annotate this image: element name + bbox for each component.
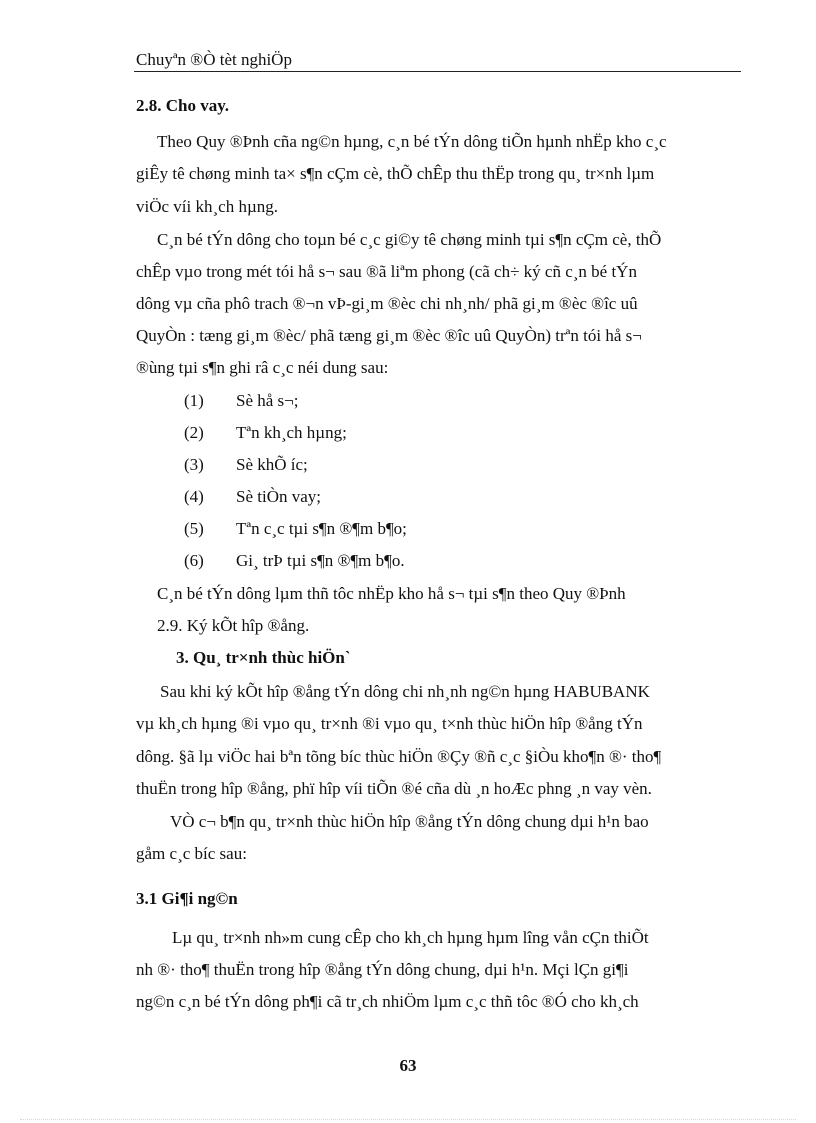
paragraph-3: C¸n bé tÝn dông lµm thñ tôc nhËp kho hå s¬ tµi s¶n theo Quy ®Þnh [157, 584, 626, 603]
running-header: Chuyªn ®Ò tèt nghiÖp [136, 50, 292, 69]
list-item [184, 519, 407, 539]
list-number: (4) [184, 487, 204, 506]
paragraph-2-line-3: dông vµ cña phô trach ®¬n vÞ-gi¸m ®èc chi nh¸nh/ phã gi¸m ®èc ®îc uû [136, 294, 638, 313]
paragraph-1-line-1 [157, 132, 739, 152]
list-text: Gi¸ trÞ tµi s¶n ®¶m b¶o. [236, 551, 405, 570]
list-item [184, 391, 298, 411]
paragraph-5-line-4: thuËn trong hîp ®ång, phï hîp víi tiÕn ®é cña dù ¸n hoÆc phng ¸n vay vèn. [136, 779, 652, 798]
list-number: (2) [184, 423, 204, 442]
paragraph-6-line-1: VÒ c¬ b¶n qu¸ tr×nh thùc hiÖn hîp ®ång tÝn dông chung dµi h¹n bao [170, 812, 649, 831]
list-number: (1) [184, 391, 204, 410]
paragraph-2-line-5: ®ùng tµi s¶n ghi râ c¸c néi dung sau: [136, 358, 389, 377]
list-number: (6) [184, 551, 204, 570]
section-heading-3-1: 3.1 Gi¶i ng©n [136, 889, 238, 908]
paragraph-1-line-3: viÖc víi kh¸ch hµng. [136, 197, 278, 216]
list-item [184, 487, 321, 507]
text-line: Theo Quy ®Þnh cña ng©n hµng, c¸n bé tÝn dông tiÕn hµnh nhËp kho c¸c [157, 132, 667, 151]
header-rule [134, 71, 741, 72]
list-text: Sè tiÒn vay; [236, 487, 321, 506]
list-number: (5) [184, 519, 204, 538]
paragraph-2-line-4: QuyÒn : tæng gi¸m ®èc/ phã tæng gi¸m ®èc ®îc uû QuyÒn) trªn tói hå s¬ [136, 326, 642, 345]
section-heading-3: 3. Qu¸ tr×nh thùc hiÖn` [176, 648, 351, 667]
paragraph-7-line-2: nh ®· tho¶ thuËn trong hîp ®ång tÝn dông chung, dµi h¹n. Mçi lÇn gi¶i [136, 960, 629, 979]
list-text: Tªn c¸c tµi s¶n ®¶m b¶o; [236, 519, 407, 538]
list-item [184, 551, 405, 571]
page-bottom-divider [20, 1119, 796, 1120]
paragraph-5-line-2: vµ kh¸ch hµng ®i vµo qu¸ tr×nh ®i vµo qu¸ t×nh thùc hiÖn hîp ®ång tÝn [136, 714, 643, 733]
section-heading-2-8: 2.8. Cho vay. [136, 96, 230, 115]
paragraph-6-line-2: gåm c¸c bíc sau: [136, 844, 247, 863]
list-text: Sè khÕ íc; [236, 455, 308, 474]
list-text: Tªn kh¸ch hµng; [236, 423, 347, 442]
paragraph-1-line-2: giÊy tê chøng minh ta× s¶n cÇm cè, thÕ chÊp thu thËp trong qu¸ tr×nh lµm [136, 164, 655, 183]
paragraph-7-line-1: Lµ qu¸ tr×nh nh»m cung cÊp cho kh¸ch hµng hµm lîng vån cÇn thiÕt [172, 928, 649, 947]
paragraph-4: 2.9. Ký kÕt hîp ®ång. [157, 616, 310, 635]
paragraph-5-line-1: Sau khi ký kÕt hîp ®ång tÝn dông chi nh¸nh ng©n hµng HABUBANK [160, 682, 650, 701]
list-item [184, 455, 308, 475]
list-number: (3) [184, 455, 204, 474]
list-item [184, 423, 347, 443]
paragraph-5-line-3: dông. §ã lµ viÖc hai bªn tõng bíc thùc hiÖn ®Çy ®ñ c¸c §iÒu kho¶n ®· tho¶ [136, 747, 662, 766]
paragraph-2-line-1: C¸n bé tÝn dông cho toµn bé c¸c gi©y tê chøng minh tµi s¶n cÇm cè, thÕ [157, 230, 662, 249]
paragraph-2-line-2: chÊp vµo trong mét tói hå s¬ sau ®ã liªm phong (cã ch÷ ký cñ c¸n bé tÝn [136, 262, 637, 281]
paragraph-7-line-3: ng©n c¸n bé tÝn dông ph¶i cã tr¸ch nhiÖm lµm c¸c thñ tôc ®Ó cho kh¸ch [136, 992, 639, 1011]
page-number: 63 [399, 1056, 417, 1075]
list-text: Sè hå s¬; [236, 391, 299, 410]
